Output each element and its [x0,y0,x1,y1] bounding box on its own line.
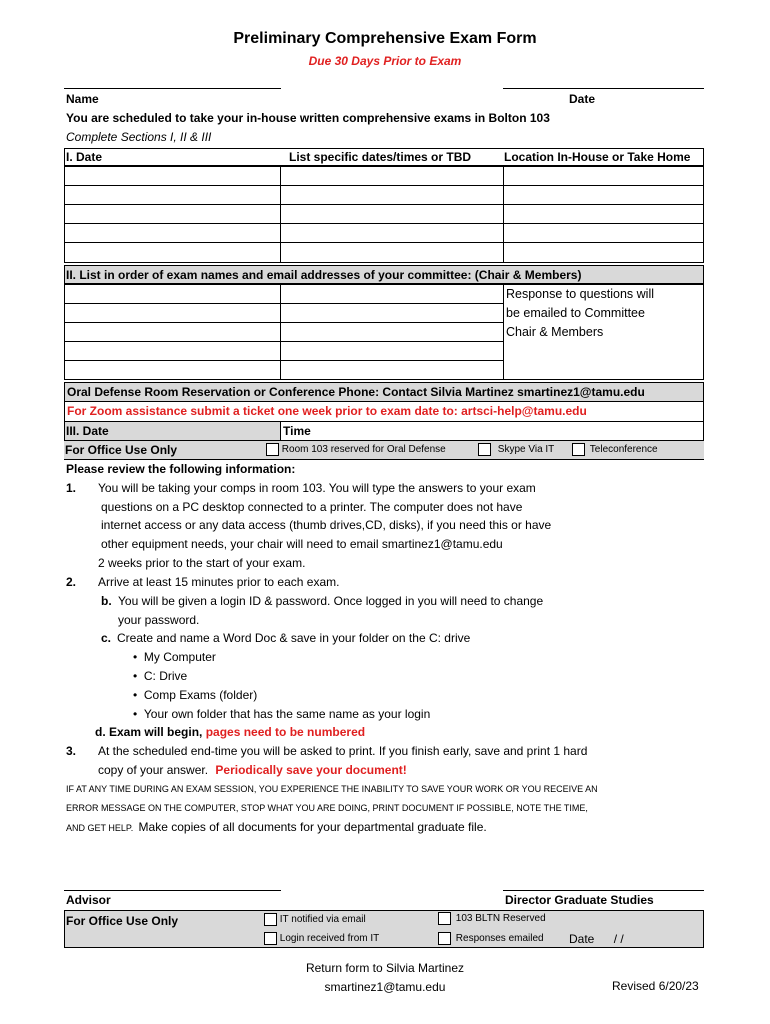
responses-emailed-label: Responses emailed [455,933,544,945]
date-label: Date [569,92,596,106]
item1-number: 1. [66,481,77,495]
teleconference-label: Teleconference [589,444,658,456]
committee-row5-email[interactable] [280,360,504,380]
zoom-text: For Zoom assistance submit a ticket one week prior to exam date to: artsci-help@tamu.edu [67,404,587,418]
review-heading: Please review the following information: [66,462,296,476]
warning-line3-text: AND GET HELP. [66,823,134,833]
room103-label: Room 103 reserved for Oral Defense [281,444,446,456]
response-note-line1: Response to questions will [506,287,654,301]
bltn-reserved-label: 103 BLTN Reserved [455,913,546,925]
return-line1: Return form to Silvia Martinez [305,961,465,975]
section1-row3-date[interactable] [64,204,281,224]
advisor-label: Advisor [66,893,111,907]
bltn-reserved-row[interactable] [438,912,546,925]
section1-dates-header: List specific dates/times or TBD [289,150,472,164]
section3-time[interactable] [281,422,704,441]
section3-time-label: Time [283,424,311,438]
name-label: Name [66,92,99,106]
bullet-text: Your own folder that has the same name as your login [143,707,431,721]
return-email: smartinez1@tamu.edu [324,980,446,994]
teleconference-checkbox[interactable] [572,443,585,456]
revised-date: Revised 6/20/23 [612,979,699,993]
zoom-bar [64,402,704,422]
committee-row4-email[interactable] [280,341,504,361]
committee-row2-email[interactable] [280,303,504,323]
warning-line3 [66,820,487,834]
section3-date-label: III. Date [66,424,109,438]
item-b-line2: your password. [118,613,200,627]
copies-text: Make copies of all documents for your departmental graduate file. [138,820,487,834]
committee-row2-name[interactable] [64,303,281,323]
section1-row2-times[interactable] [280,185,504,205]
committee-row5-name[interactable] [64,360,281,380]
bullet-text: C: Drive [143,669,188,683]
section1-row5-times[interactable] [280,242,504,263]
oral-defense-text: Oral Defense Room Reservation or Conference Phone: Contact Silvia Martinez smartinez1@tamu.edu [67,385,645,399]
responses-emailed-row[interactable] [438,932,544,945]
committee-row3-name[interactable] [64,322,281,342]
skype-checkbox[interactable] [478,443,491,456]
office-use-label-2: For Office Use Only [66,914,179,928]
it-notified-checkbox[interactable] [264,913,277,926]
item-d-red-text: pages need to be numbered [205,725,366,739]
teleconference-check-row[interactable] [572,443,658,456]
section1-row3-times[interactable] [280,204,504,224]
item3-line1: At the scheduled end-time you will be asked to print. If you finish early, save and print 1 hard [98,744,588,758]
item2-number: 2. [66,575,77,589]
room103-check-row[interactable] [266,443,446,456]
section1-row5-location[interactable] [503,242,704,263]
section1-row1-location[interactable] [503,166,704,186]
item1-line4: other equipment needs, your chair will need to email smartinez1@tamu.edu [101,537,503,551]
room103-checkbox[interactable] [266,443,279,456]
committee-row1-name[interactable] [64,284,281,304]
item1-line5: 2 weeks prior to the start of your exam. [98,556,306,570]
scheduled-text: You are scheduled to take your in-house written comprehensive exams in Bolton 103 [66,111,550,125]
director-label: Director Graduate Studies [505,893,654,907]
section1-row4-times[interactable] [280,223,504,243]
office-date-label: Date [569,932,595,946]
warning-line1: IF AT ANY TIME DURING AN EXAM SESSION, YOU EXPERIENCE THE INABILITY TO SAVE YOUR WORK OR YOU RECEIVE AN [66,784,598,794]
section1-row2-date[interactable] [64,185,281,205]
form-title: Preliminary Comprehensive Exam Form [233,30,537,47]
item-b-line1: You will be given a login ID & password. Once logged in you will need to change [118,594,544,608]
section1-row1-times[interactable] [280,166,504,186]
it-notified-row[interactable] [264,913,366,926]
response-note-box [503,284,704,380]
response-note-line2: be emailed to Committee [506,306,645,320]
item1-line3: internet access or any data access (thumb drives,CD, disks), if you need this or have [101,518,552,532]
section1-row1-date[interactable] [64,166,281,186]
login-received-label: Login received from IT [279,933,380,945]
office-date-field[interactable] [569,932,624,946]
committee-row1-email[interactable] [280,284,504,304]
office-date-slashes: / / [613,932,624,946]
section2-header-text: II. List in order of exam names and email addresses of your committee: (Chair & Members) [66,268,582,282]
item3-number: 3. [66,744,77,758]
section1-row4-location[interactable] [503,223,704,243]
office-use-label: For Office Use Only [65,443,178,457]
item1-line2: questions on a PC desktop connected to a printer. The computer does not have [101,500,523,514]
bullet-text: My Computer [143,650,216,664]
item-c-line: Create and name a Word Doc & save in your folder on the C: drive [117,631,471,645]
advisor-signature-line[interactable] [64,890,281,891]
bltn-reserved-checkbox[interactable] [438,912,451,925]
section3-date[interactable] [64,422,281,441]
it-notified-label: IT notified via email [279,914,366,926]
director-signature-line[interactable] [503,890,704,891]
complete-sections: Complete Sections I, II & III [66,130,212,144]
section1-location-header: Location In-House or Take Home [504,150,691,164]
item-d-text: d. Exam will begin, [95,725,203,739]
committee-row4-name[interactable] [64,341,281,361]
item2-line: Arrive at least 15 minutes prior to each exam. [98,575,340,589]
item1-line1: You will be taking your comps in room 103. You will type the answers to your exam [98,481,536,495]
item-d [95,725,365,739]
due-notice: Due 30 Days Prior to Exam [308,54,462,68]
name-line[interactable] [64,88,281,89]
bullet-comp-exams: • Comp Exams (folder) [133,688,258,702]
bullet-text: Comp Exams (folder) [143,688,258,702]
section1-row3-location[interactable] [503,204,704,224]
section1-row2-location[interactable] [503,185,704,205]
item3-line2-text: copy of your answer. [98,763,209,777]
section1-date-header: I. Date [66,150,103,164]
login-received-row[interactable] [264,932,379,945]
section1-row4-date[interactable] [64,223,281,243]
skype-label: Skype Via IT [497,444,555,456]
section1-row5-date[interactable] [64,242,281,263]
item-b-letter: b. [101,594,112,608]
warning-line2: ERROR MESSAGE ON THE COMPUTER, STOP WHAT YOU ARE DOING, PRINT DOCUMENT IF POSSIBLE, NOTE THE TIME, [66,803,588,813]
skype-check-row[interactable] [478,443,554,456]
bullet-my-computer: • My Computer [133,650,216,664]
responses-emailed-checkbox[interactable] [438,932,451,945]
committee-row3-email[interactable] [280,322,504,342]
section2-header [64,265,704,284]
item3-line2 [98,763,407,777]
item-c-letter: c. [101,631,112,645]
response-note-line3: Chair & Members [506,325,604,339]
login-received-checkbox[interactable] [264,932,277,945]
bullet-own-folder: • Your own folder that has the same name as your login [133,707,431,721]
date-line[interactable] [503,88,704,89]
oral-defense-bar [64,382,704,402]
section1-header [64,148,704,166]
item3-red-text: Periodically save your document! [215,763,407,777]
bullet-c-drive: • C: Drive [133,669,188,683]
